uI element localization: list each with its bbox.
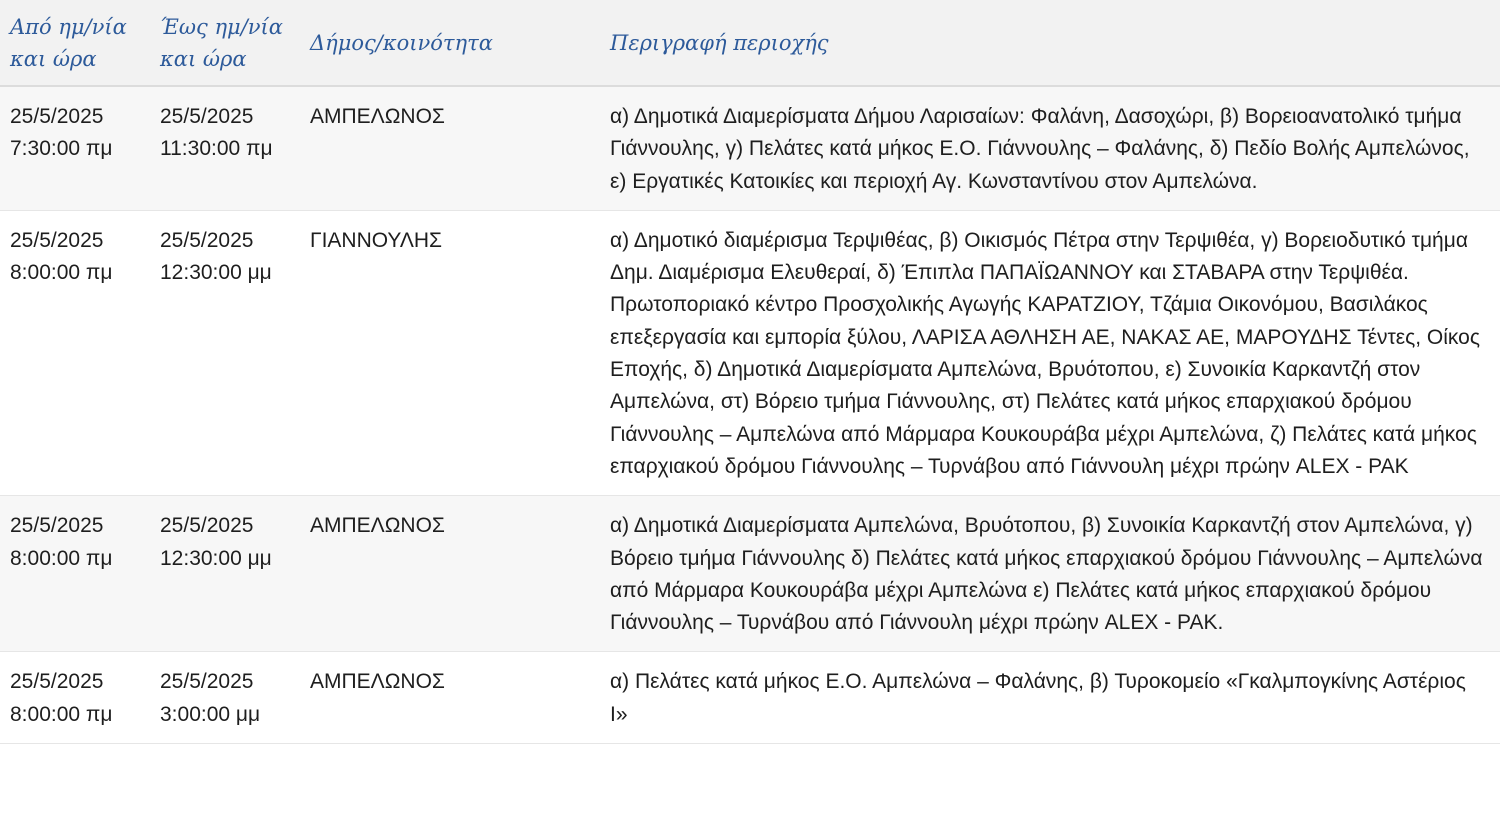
header-description[interactable]: Περιγραφή περιοχής [610,30,829,55]
to-time: 12:30:00 μμ [160,261,272,285]
description-cell: α) Δημοτικά Διαμερίσματα Αμπελώνα, Βρυότοπου, β) Συνοικία Καρκαντζή στον Αμπελώνα, γ) Βόρειο τμήμα Γιάννουλης δ) Πελάτες κατά μήκος επαρχιακού δρόμου Γιάννουλης – Αμπελώνα από Μάρμαρα Κουκουράβα μέχρι Αμπελώνα ε) Πελάτες κατά μήκος επαρχιακού δρόμου Γιάννουλης – Τυρνάβου από Γιάννουλη μέχρι πρώην ALEX - PAK. [600,496,1500,652]
table-row [0,496,1500,652]
from-time: 8:00:00 πμ [10,261,113,285]
from-date: 25/5/2025 [10,670,104,694]
table-row [0,652,1500,744]
table-row [0,210,1500,495]
table-row [0,86,1500,210]
description-cell: α) Πελάτες κατά μήκος Ε.Ο. Αμπελώνα – Φαλάνης, β) Τυροκομείο «Γκαλμπογκίνης Αστέριος Ι» [600,652,1500,744]
municipality-cell: ΑΜΠΕΛΩΝΟΣ [300,652,600,744]
from-time: 7:30:00 πμ [10,137,113,161]
from-date: 25/5/2025 [10,105,104,128]
from-cell [0,652,150,744]
description-cell: α) Δημοτικό διαμέρισμα Τερψιθέας, β) Οικισμός Πέτρα στην Τερψιθέα, γ) Βορειοδυτικό τμήμα Δημ. Διαμέρισμα Ελευθεραί, δ) Έπιπλα ΠΑΠΑΪΩΑΝΝΟΥ και ΣΤΑΒΑΡΑ στην Τερψιθέα. Πρωτοποριακό κέντρο Προσχολικής Αγωγής ΚΑΡΑΤΖΙΟΥ, Τζάμια Οικονόμου, Βασιλάκος επεξεργασία και εμπορία ξύλου, ΛΑΡΙΣΑ ΑΘΛΗΣΗ ΑΕ, ΝΑΚΑΣ ΑΕ, ΜΑΡΟΥΔΗΣ Τέντες, Οίκος Εποχής, δ) Δημοτικά Διαμερίσματα Αμπελώνα, Βρυότοπου, ε) Συνοικία Καρκαντζή στον Αμπελώνα, στ) Βόρειο τμήμα Γιάννουλης, στ) Πελάτες κατά μήκος επαρχιακού δρόμου Γιάννουλης – Αμπελώνα από Μάρμαρα Κουκουράβα μέχρι Αμπελώνα, ζ) Πελάτες κατά μήκος επαρχιακού δρόμου Γιάννουλης – Τυρνάβου από Γιάννουλη μέχρι πρώην ALEX - PAK [600,210,1500,495]
table-header [0,0,1500,86]
to-date: 25/5/2025 [160,514,254,538]
municipality-cell: ΓΙΑΝΝΟΥΛΗΣ [300,210,600,495]
table-body [0,86,1500,744]
to-time: 11:30:00 πμ [160,137,273,161]
to-date: 25/5/2025 [160,228,254,252]
from-cell [0,496,150,652]
to-cell [150,652,300,744]
to-cell [150,210,300,495]
header-municipality[interactable]: Δήμος/κοινότητα [310,30,493,55]
to-cell [150,496,300,652]
to-cell [150,86,300,210]
from-time: 8:00:00 πμ [10,546,113,570]
from-cell [0,210,150,495]
header-to[interactable]: Έως ημ/νία και ώρα [160,14,283,71]
to-date: 25/5/2025 [160,670,254,694]
header-row [0,0,1500,86]
from-date: 25/5/2025 [10,228,104,252]
municipality-cell: ΑΜΠΕΛΩΝΟΣ [300,496,600,652]
to-time: 3:00:00 μμ [160,702,261,726]
from-cell [0,86,150,210]
description-cell: α) Δημοτικά Διαμερίσματα Δήμου Λαρισαίων: Φαλάνη, Δασοχώρι, β) Βορειοανατολικό τμήμα Γιάννουλης, γ) Πελάτες κατά μήκος Ε.Ο. Γιάννουλης – Φαλάνης, δ) Πεδίο Βολής Αμπελώνος, ε) Εργατικές Κατοικίες και περιοχή Αγ. Κωνσταντίνου στον Αμπελώνα. [600,86,1500,210]
from-date: 25/5/2025 [10,514,104,538]
from-time: 8:00:00 πμ [10,702,113,726]
municipality-cell: ΑΜΠΕΛΩΝΟΣ [300,86,600,210]
header-from[interactable]: Από ημ/νία και ώρα [10,14,127,71]
to-date: 25/5/2025 [160,105,254,128]
to-time: 12:30:00 μμ [160,546,272,570]
